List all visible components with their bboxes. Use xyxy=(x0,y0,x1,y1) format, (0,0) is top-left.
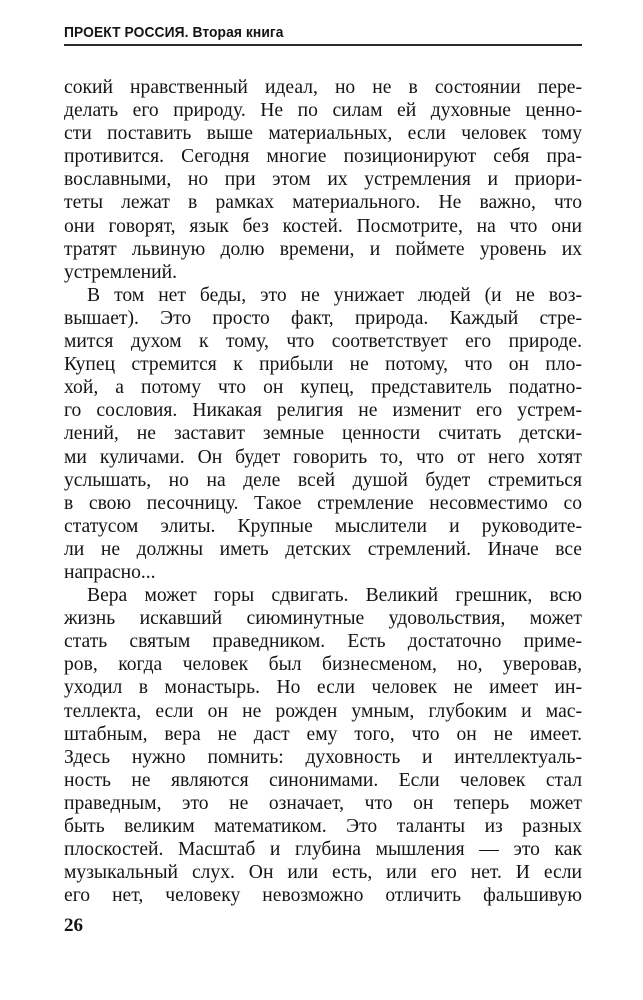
text-line: уходил в монастырь. Но если человек не имеет ин- xyxy=(64,677,582,699)
text-line: его нет, человеку невозможно отличить фальшивую xyxy=(64,885,582,907)
text-line: делать его природу. Не по силам ей духовные ценно- xyxy=(64,100,582,122)
text-line: статусом элиты. Крупные мыслители и руководите- xyxy=(64,515,582,537)
body-text xyxy=(64,76,582,907)
text-line: противится. Сегодня многие позиционируют себя пра- xyxy=(64,146,582,168)
text-line: ми куличами. Он будет говорить то, что от него хотят xyxy=(64,446,582,468)
text-line: мится духом к тому, что соответствует его природе. xyxy=(64,331,582,353)
paragraph-2 xyxy=(64,284,582,584)
text-line: они говорят, язык без костей. Посмотрите, на что они xyxy=(64,215,582,237)
text-line: хой, а потому что он купец, представитель податно- xyxy=(64,377,582,399)
text-line: в свою песочницу. Такое стремление несовместимо со xyxy=(64,492,582,514)
text-line: Купец стремится к прибыли не потому, что он пло- xyxy=(64,354,582,376)
text-line: Вера может горы сдвигать. Великий грешник, всю xyxy=(87,585,582,607)
text-line: жизнь искавший сиюминутные удовольствия, может xyxy=(64,608,582,630)
text-line: напрасно... xyxy=(64,561,156,583)
text-line: В том нет беды, это не унижает людей (и не воз- xyxy=(87,284,582,306)
text-line: вославными, но при этом их устремления и приори- xyxy=(64,169,582,191)
text-line: го сословия. Никакая религия не изменит его устрем- xyxy=(64,400,582,422)
text-line: штабным, вера не даст ему того, что он не имеет. xyxy=(64,723,582,745)
paragraph-1 xyxy=(64,76,582,284)
running-head-title: ПРОЕКТ РОССИЯ. Вторая книга xyxy=(64,24,284,41)
text-line: Здесь нужно помнить: духовность и интеллектуаль- xyxy=(64,746,582,768)
text-line: вышает). Это просто факт, природа. Каждый стре- xyxy=(64,307,582,329)
text-line: сти поставить выше материальных, если человек тому xyxy=(64,123,582,145)
text-line: сокий нравственный идеал, но не в состоянии пере- xyxy=(64,77,582,98)
text-line: быть великим математиком. Это таланты из разных xyxy=(64,816,582,837)
text-line: стать святым праведником. Есть достаточно приме- xyxy=(64,631,582,653)
text-line: устремлений. xyxy=(64,261,178,283)
text-line: ли не должны иметь детских стремлений. Иначе все xyxy=(64,538,582,560)
page-number: 26 xyxy=(64,915,83,936)
text-line: плоскостей. Масштаб и глубина мышления — это как xyxy=(64,839,582,861)
text-line: теллекта, если он не рожден умным, глубоким и мас- xyxy=(64,700,582,722)
text-line: теты лежат в рамках материального. Не важно, что xyxy=(64,192,582,214)
text-line: праведным, это не означает, что он теперь может xyxy=(64,792,582,814)
paragraph-3 xyxy=(64,584,582,907)
running-head xyxy=(64,24,582,46)
text-line: ность не являются синонимами. Если человек стал xyxy=(64,769,582,791)
text-line: тратят львиную долю времени, и поймете уровень их xyxy=(64,238,582,260)
text-line: ров, когда человек был бизнесменом, но, уверовав, xyxy=(64,654,582,676)
text-line: лений, не заставит земные ценности считать детски- xyxy=(64,423,582,445)
text-line: услышать, но на деле всей душой будет стремиться xyxy=(64,469,582,491)
text-line: музыкальный слух. Он или есть, или его нет. И если xyxy=(64,862,582,884)
